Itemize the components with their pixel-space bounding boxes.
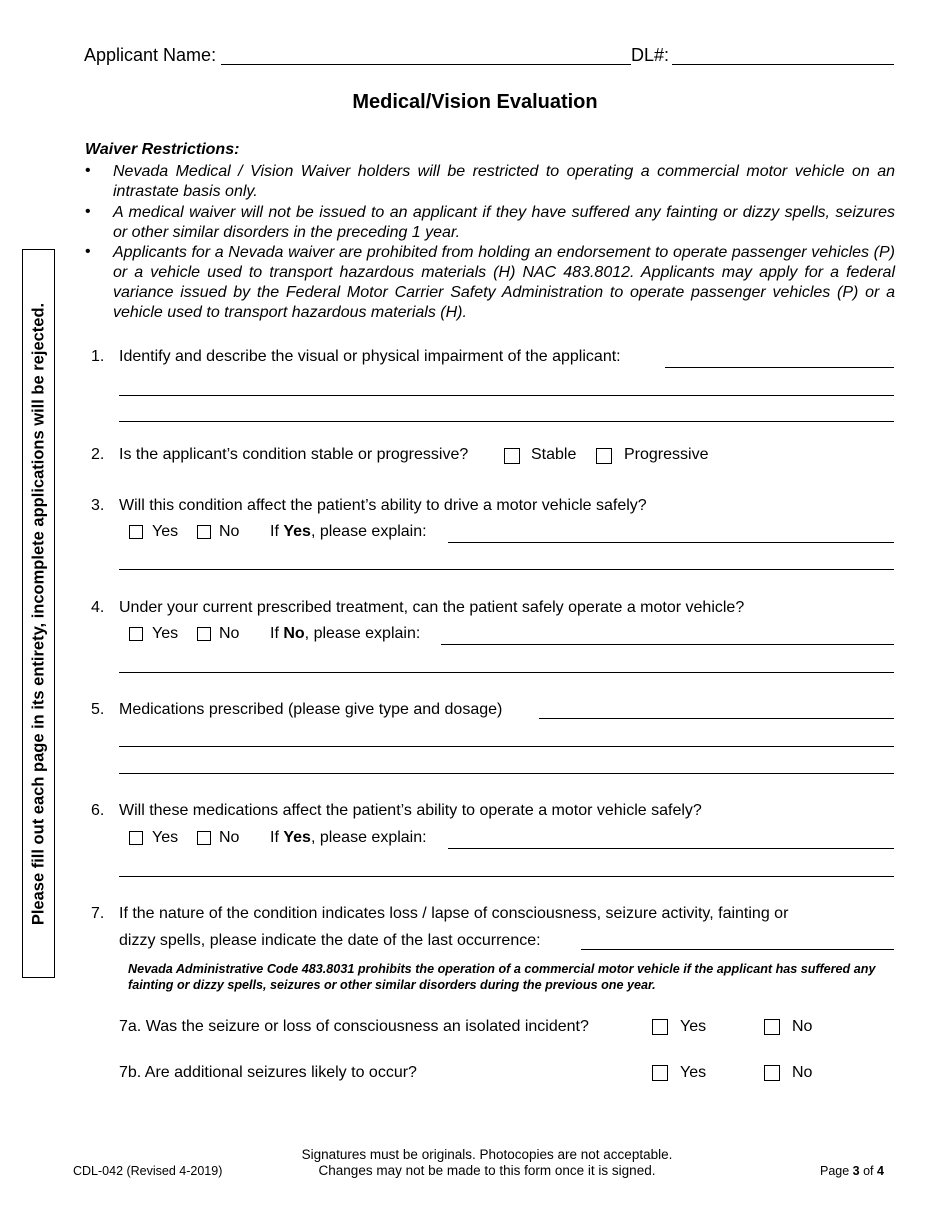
page-title: Medical/Vision Evaluation bbox=[352, 91, 598, 113]
dl-number-field[interactable] bbox=[672, 64, 894, 65]
side-note-box bbox=[22, 249, 55, 978]
q7a-no-label: No bbox=[792, 1018, 813, 1035]
q7a-yes-checkbox[interactable] bbox=[652, 1019, 668, 1035]
q7b-yes-label: Yes bbox=[680, 1064, 707, 1081]
q4-yes-label: Yes bbox=[152, 625, 179, 642]
q3-explain-label: If Yes, please explain: bbox=[270, 523, 427, 540]
q3-no-checkbox[interactable] bbox=[197, 525, 211, 539]
q6-explain-label: If Yes, please explain: bbox=[270, 829, 427, 846]
bullet-3-marker: • bbox=[85, 243, 91, 260]
q4-no-checkbox[interactable] bbox=[197, 627, 211, 641]
q7a-no-checkbox[interactable] bbox=[764, 1019, 780, 1035]
signature-note-line-1: Signatures must be originals. Photocopies are not acceptable. bbox=[301, 1147, 673, 1162]
q3-yes-checkbox[interactable] bbox=[129, 525, 143, 539]
q4-yes-checkbox[interactable] bbox=[129, 627, 143, 641]
q2-stable-checkbox[interactable] bbox=[504, 448, 520, 464]
applicant-name-field[interactable] bbox=[221, 64, 631, 65]
q1-answer-line-3[interactable] bbox=[119, 421, 894, 422]
q3-yes-label: Yes bbox=[152, 523, 179, 540]
q7a-text: 7a. Was the seizure or loss of consciousness an isolated incident? bbox=[119, 1018, 589, 1035]
q6-no-label: No bbox=[219, 829, 240, 846]
side-note: Please fill out each page in its entirety, incomplete applications will be rejected. bbox=[29, 302, 47, 925]
q6-explain-line-1[interactable] bbox=[448, 848, 894, 849]
q6-text: Will these medications affect the patient’s ability to operate a motor vehicle safely? bbox=[119, 802, 702, 819]
q3-explain-line-2[interactable] bbox=[119, 569, 894, 570]
q7a-yes-label: Yes bbox=[680, 1018, 707, 1035]
q1-answer-line-1[interactable] bbox=[665, 367, 894, 368]
signature-note-line-2: Changes may not be made to this form once it is signed. bbox=[318, 1163, 656, 1178]
q1-text: Identify and describe the visual or physical impairment of the applicant: bbox=[119, 348, 621, 365]
q7b-text: 7b. Are additional seizures likely to occur? bbox=[119, 1064, 417, 1081]
q4-explain-line-1[interactable] bbox=[441, 644, 894, 645]
q7b-yes-checkbox[interactable] bbox=[652, 1065, 668, 1081]
q4-number: 4. bbox=[91, 599, 105, 616]
q4-no-label: No bbox=[219, 625, 240, 642]
q7b-no-label: No bbox=[792, 1064, 813, 1081]
q5-answer-line-2[interactable] bbox=[119, 746, 894, 747]
q2-text: Is the applicant’s condition stable or progressive? bbox=[119, 446, 469, 463]
q7-text-line-2: dizzy spells, please indicate the date of the last occurrence: bbox=[119, 932, 541, 949]
q3-text: Will this condition affect the patient’s ability to drive a motor vehicle safely? bbox=[119, 497, 647, 514]
q1-answer-line-2[interactable] bbox=[119, 395, 894, 396]
q3-explain-line-1[interactable] bbox=[448, 542, 894, 543]
q5-number: 5. bbox=[91, 701, 105, 718]
q2-number: 2. bbox=[91, 446, 105, 463]
bullet-2-marker: • bbox=[85, 203, 91, 220]
q7-date-field[interactable] bbox=[581, 949, 894, 950]
q4-text: Under your current prescribed treatment, can the patient safely operate a motor vehicle? bbox=[119, 599, 745, 616]
q6-number: 6. bbox=[91, 802, 105, 819]
q4-explain-line-2[interactable] bbox=[119, 672, 894, 673]
form-id: CDL-042 (Revised 4-2019) bbox=[73, 1164, 223, 1178]
applicant-name-label: Applicant Name: bbox=[84, 45, 217, 65]
waiver-bullet-2: A medical waiver will not be issued to an applicant if they have suffered any fainting or dizzy spells, seizures or other similar disorders in the preceding 1 year. bbox=[113, 204, 895, 241]
dl-number-label: DL#: bbox=[631, 45, 670, 65]
waiver-bullet-1: Nevada Medical / Vision Waiver holders will be restricted to operating a commercial motor vehicle on an intrastate basis only. bbox=[113, 163, 895, 200]
q7b-no-checkbox[interactable] bbox=[764, 1065, 780, 1081]
q5-answer-line-1[interactable] bbox=[539, 718, 894, 719]
page-number: Page 3 of 4 bbox=[820, 1164, 884, 1178]
q2-progressive-checkbox[interactable] bbox=[596, 448, 612, 464]
signature-note bbox=[237, 1147, 737, 1179]
q6-yes-label: Yes bbox=[152, 829, 179, 846]
q7-number: 7. bbox=[91, 905, 105, 922]
q6-no-checkbox[interactable] bbox=[197, 831, 211, 845]
q5-answer-line-3[interactable] bbox=[119, 773, 894, 774]
q3-no-label: No bbox=[219, 523, 240, 540]
waiver-bullet-3: Applicants for a Nevada waiver are prohibited from holding an endorsement to operate passenger vehicles (P) or a vehicle used to transport hazardous materials (H) NAC 483.8012. Applicants may apply for a federal variance issued by the Federal Motor Carrier Safety Administration to operate passenger vehicles (P) or a vehicle used to transport hazardous materials (H). bbox=[113, 244, 895, 321]
q3-number: 3. bbox=[91, 497, 105, 514]
q2-progressive-label: Progressive bbox=[624, 446, 709, 463]
q6-yes-checkbox[interactable] bbox=[129, 831, 143, 845]
q7-text-line-1: If the nature of the condition indicates loss / lapse of consciousness, seizure activity, fainting or bbox=[119, 905, 789, 922]
q6-explain-line-2[interactable] bbox=[119, 876, 894, 877]
q5-text: Medications prescribed (please give type and dosage) bbox=[119, 701, 503, 718]
waiver-heading: Waiver Restrictions: bbox=[85, 141, 240, 158]
q1-number: 1. bbox=[91, 348, 105, 365]
bullet-1-marker: • bbox=[85, 162, 91, 179]
nac-note: Nevada Administrative Code 483.8031 prohibits the operation of a commercial motor vehicle if the applicant has suffered any fainting or dizzy spells, seizures or other similar disorders during the previous one year. bbox=[128, 962, 876, 992]
q4-explain-label: If No, please explain: bbox=[270, 625, 421, 642]
q2-stable-label: Stable bbox=[531, 446, 577, 463]
